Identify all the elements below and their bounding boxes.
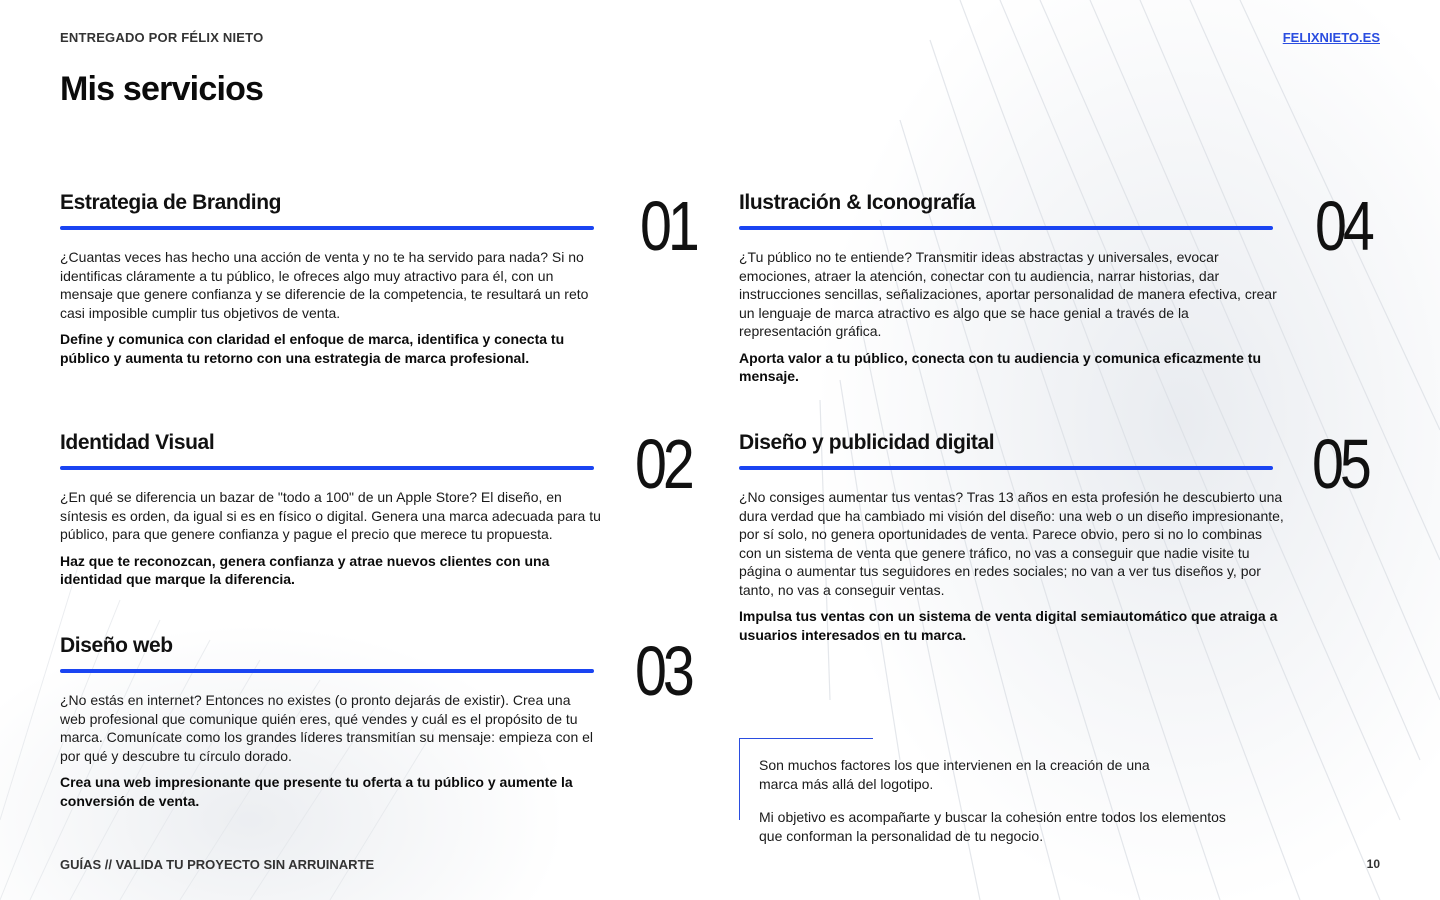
quote-bracket-vertical xyxy=(739,738,740,820)
service-lead: Impulsa tus ventas con un sistema de venta digital semiautomático que atraiga a usuarios interesados en tu marca. xyxy=(739,608,1278,643)
service-divider xyxy=(739,466,1273,470)
service-title: Diseño web xyxy=(60,634,173,657)
service-number: 04 xyxy=(1315,187,1371,265)
quote-line-1: Son muchos factores los que intervienen en la creación de una marca más allá del logotipo. xyxy=(759,757,1150,792)
service-title: Diseño y publicidad digital xyxy=(739,431,995,454)
closing-quote xyxy=(739,738,1299,844)
website-link[interactable]: FELIXNIETO.ES xyxy=(1282,30,1380,45)
service-description: ¿Tu público no te entiende? Transmitir ideas abstractas y universales, evocar emociones, atraer la atención, conectar con tu audiencia, narrar historias, dar instrucciones sencillas, señalizaciones, aportar personalidad de manera efectiva, crear un lenguaje de marca atractivo es algo que se hace genial a través de la representación gráfica. xyxy=(739,249,1277,339)
service-title: Identidad Visual xyxy=(60,431,215,454)
service-number: 02 xyxy=(635,425,691,503)
service-visual-identity xyxy=(60,431,608,589)
service-divider xyxy=(60,466,594,470)
service-number: 01 xyxy=(640,187,696,265)
page-title: Mis servicios xyxy=(60,70,264,108)
service-title: Ilustración & Iconografía xyxy=(739,191,976,214)
service-description: ¿No estás en internet? Entonces no existes (o pronto dejarás de existir). Crea una web profesional que comunique quién eres, qué vendes y cuál es el propósito de tu marca. Comunícate como los grandes líderes transmitían su mensaje: empieza con el por qué y descubre tu círculo dorado. xyxy=(60,692,594,764)
service-description: ¿No consiges aumentar tus ventas? Tras 13 años en esta profesión he descubierto una dura verdad que ha cambiado mi visión del diseño: una web o un diseño impresionante, por sí solo, no genera oportunidades de venta. Parece obvio, pero si no lo combinas con un sistema de venta que genere tráfico, no vas a conseguir que nadie visite tu página o aumentar tus seguidores en redes sociales; no van a ver tus diseños y, por tanto, no vas a conseguir ventas. xyxy=(739,489,1284,598)
service-illustration-iconography xyxy=(739,191,1279,386)
service-title: Estrategia de Branding xyxy=(60,191,282,214)
service-digital-advertising xyxy=(739,431,1284,644)
service-branding-strategy xyxy=(60,191,600,367)
footer-guide-title: GUÍAS // VALIDA TU PROYECTO SIN ARRUINARTE xyxy=(60,857,375,872)
delivered-by-label: ENTREGADO POR FÉLIX NIETO xyxy=(60,30,264,45)
page-number: 10 xyxy=(1366,857,1380,871)
service-lead: Aporta valor a tu público, conecta con tu audiencia y comunica eficazmente tu mensaje. xyxy=(739,349,1261,384)
quote-line-2: Mi objetivo es acompañarte y buscar la cohesión entre todos los elementos que conforman la personalidad de tu negocio. xyxy=(759,809,1226,844)
service-description: ¿En qué se diferencia un bazar de "todo a 100" de un Apple Store? El diseño, en síntesis es orden, da igual si es en físico o digital. Genera una marca adecuada para tu público, para que genere confianza y pague el precio que merece tu propuesta. xyxy=(60,489,601,542)
quote-bracket-horizontal xyxy=(739,738,873,739)
service-web-design xyxy=(60,634,594,810)
service-divider xyxy=(739,226,1273,230)
service-lead: Haz que te reconozcan, genera confianza y atrae nuevos clientes con una identidad que marque la diferencia. xyxy=(60,552,550,587)
service-number: 05 xyxy=(1312,425,1368,503)
service-description: ¿Cuantas veces has hecho una acción de venta y no te ha servido para nada? Si no identificas cláramente a tu público, le ofreces algo muy atractivo para él, con un mensaje que genere confianza y se diferencie de la competencia, te resultará un reto casi imposible cumplir tus objetivos de venta. xyxy=(60,249,589,321)
service-lead: Crea una web impresionante que presente tu oferta a tu público y aumente la conversión de venta. xyxy=(60,774,573,809)
service-divider xyxy=(60,669,594,673)
service-divider xyxy=(60,226,594,230)
service-lead: Define y comunica con claridad el enfoque de marca, identifica y conecta tu público y aumenta tu retorno con una estrategia de marca profesional. xyxy=(60,331,565,366)
service-number: 03 xyxy=(635,632,691,710)
